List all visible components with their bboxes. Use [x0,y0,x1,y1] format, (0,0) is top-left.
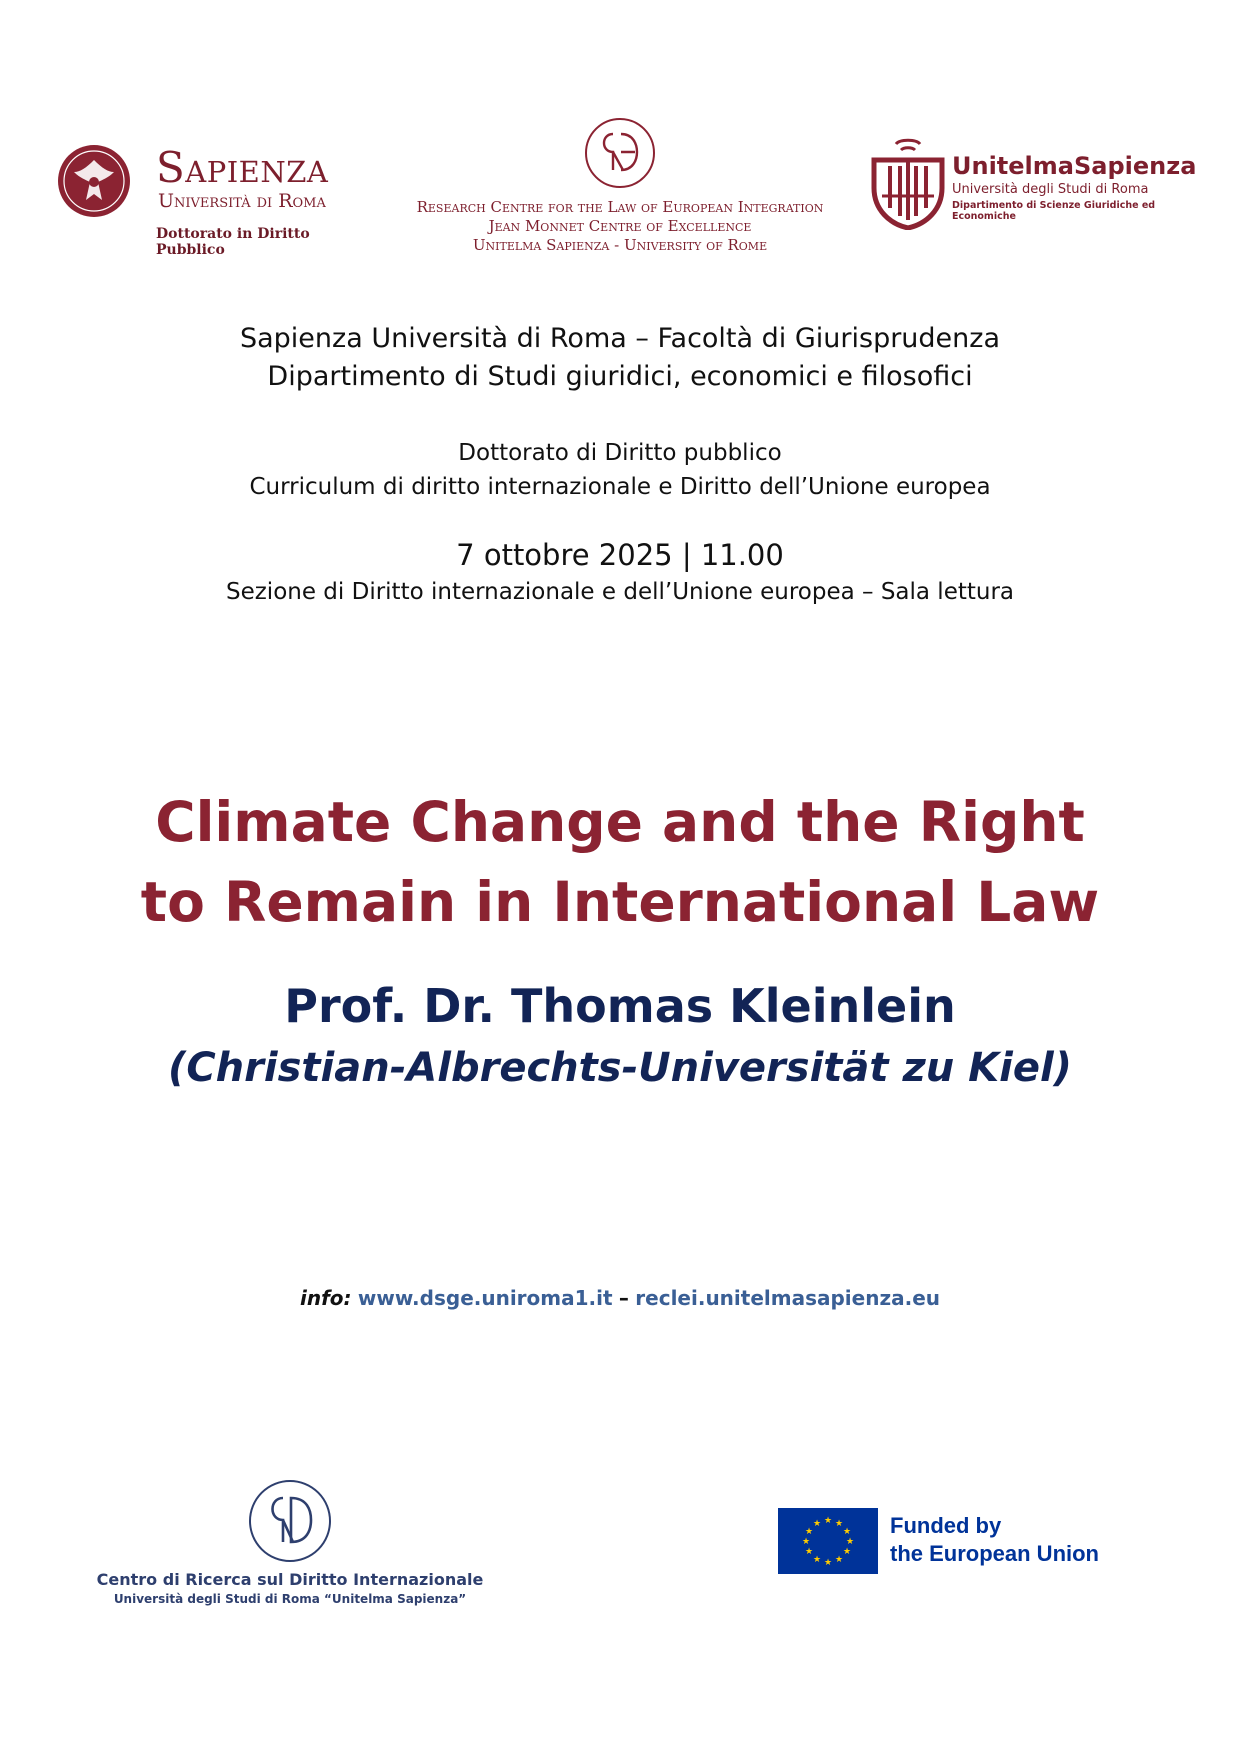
info-label: info: [300,1286,352,1310]
eu-funding-logo [778,1508,1118,1576]
speaker-block [0,976,1240,1100]
faculty-line: Sapienza Università di Roma – Facoltà di Giurisprudenza [239,323,1001,354]
svg-text:★: ★ [804,1527,814,1537]
sapienza-name: Sapienza [156,143,329,192]
info-separator: – [618,1286,629,1310]
speaker-affiliation: (Christian-Albrechts-Universität zu Kiel) [168,1045,1072,1091]
svg-text:★: ★ [801,1537,811,1547]
header-block [0,320,1240,396]
speaker-name: Prof. Dr. Thomas Kleinlein [284,979,956,1033]
sapienza-seal-icon [56,138,132,224]
svg-text:★: ★ [812,1519,822,1529]
event-datetime: 7 ottobre 2025 | 11.00 [456,538,784,572]
svg-text:★: ★ [834,1555,844,1565]
unitelma-shield-icon [870,138,946,230]
info-line [0,1284,1240,1312]
eu-funded-line2: the European Union [890,1541,1099,1566]
svg-text:★: ★ [842,1547,852,1557]
info-link-reclei[interactable]: reclei.unitelmasapienza.eu [635,1286,940,1310]
research-centre-line1: Research Centre for the Law of European Integration [416,198,824,216]
sapienza-logo [56,136,356,258]
svg-text:★: ★ [804,1547,814,1557]
event-venue: Sezione di Diritto internazionale e dell’Unione europea – Sala lettura [225,579,1015,605]
centro-ricerca-monogram-icon [247,1478,333,1564]
event-block [0,535,1240,609]
research-centre-monogram-icon [583,116,657,190]
info-link-dsge[interactable]: www.dsge.uniroma1.it [357,1286,613,1310]
svg-text:★: ★ [842,1527,852,1537]
doctorate-line: Dottorato di Diritto pubblico [458,440,782,466]
svg-text:★: ★ [845,1537,855,1547]
research-centre-line2: Jean Monnet Centre of Excellence [488,217,752,235]
sapienza-program: Dottorato in Diritto Pubblico [156,226,310,258]
centro-ricerca-line2: Università degli Studi di Roma “Unitelma Sapienza” [113,1592,467,1606]
unitelma-subtitle: Università degli Studi di Roma [952,182,1149,197]
department-line: Dipartimento di Studi giuridici, economici e filosofici [267,361,973,392]
svg-text:★: ★ [834,1519,844,1529]
centro-ricerca-logo [90,1478,490,1618]
svg-text:★: ★ [823,1558,833,1568]
sapienza-university: Università di Roma [158,190,326,212]
svg-text:★: ★ [823,1516,833,1526]
unitelma-name: UnitelmaSapienza [952,152,1197,180]
talk-title [0,782,1240,942]
eu-funded-line1: Funded by [890,1513,1002,1538]
unitelma-logo [870,138,1200,238]
curriculum-line: Curriculum di diritto internazionale e Diritto dell’Unione europea [249,474,991,500]
talk-title-line1: Climate Change and the Right [155,790,1085,854]
research-centre-line3: Unitelma Sapienza - University of Rome [472,236,768,254]
centro-ricerca-line1: Centro di Ricerca sul Diritto Internazionale [96,1570,484,1589]
unitelma-department: Dipartimento di Scienze Giuridiche ed Economiche [952,200,1156,222]
doctorate-block [0,436,1240,504]
svg-text:★: ★ [812,1555,822,1565]
talk-title-line2: to Remain in International Law [140,870,1100,934]
eu-flag-icon [778,1508,878,1574]
research-centre-logo [400,116,840,256]
